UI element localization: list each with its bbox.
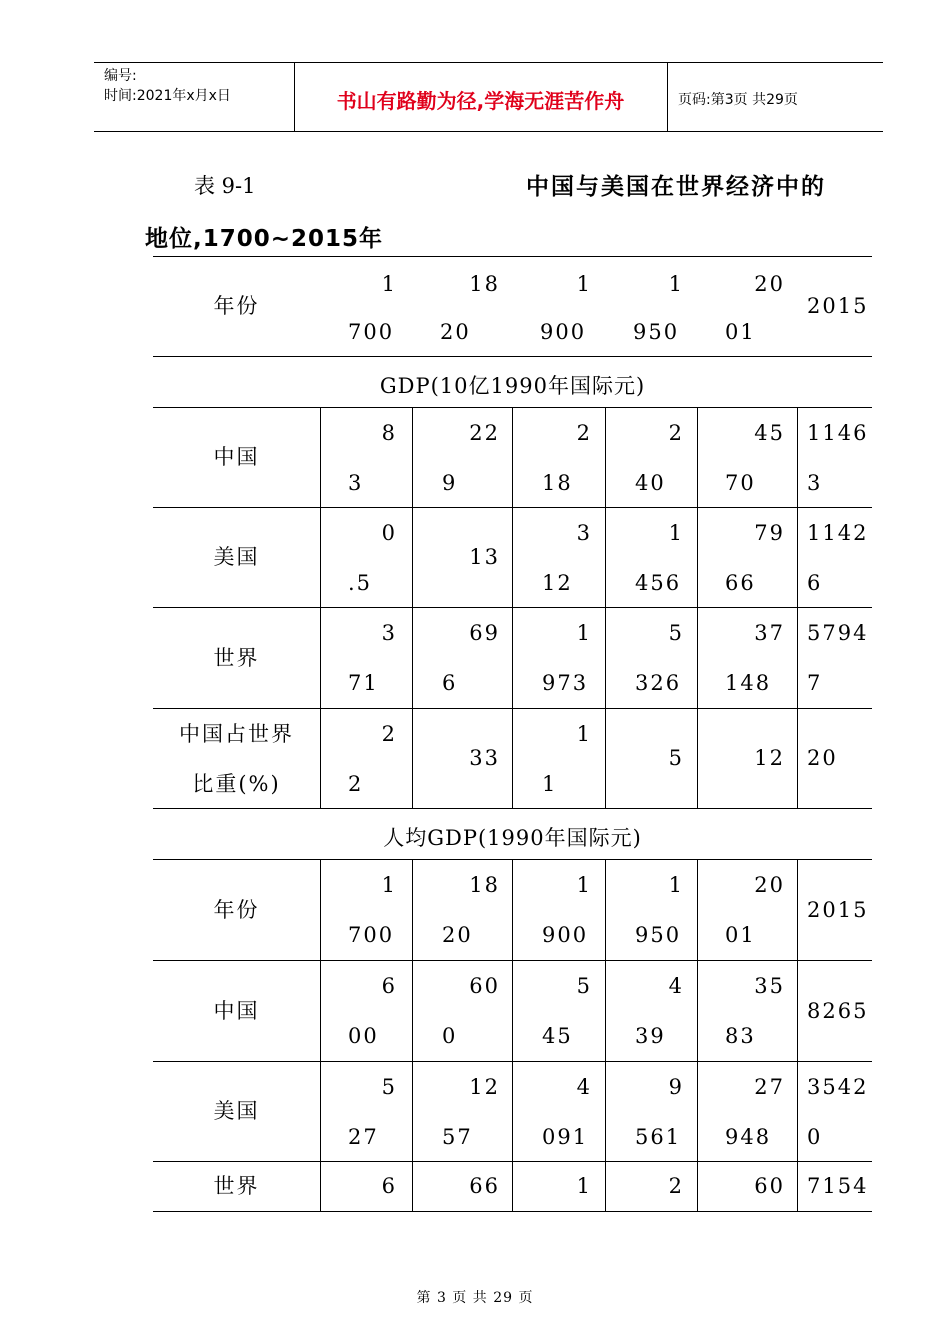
table-rule bbox=[412, 1061, 413, 1161]
table-cell: 1 bbox=[576, 722, 592, 746]
table-rule bbox=[512, 859, 513, 960]
header-motto: 书山有路勤为径,学海无涯苦作舟 bbox=[336, 89, 625, 113]
table-cell: 39 bbox=[635, 1024, 666, 1048]
table-cell: 71 bbox=[348, 671, 379, 695]
table-rule bbox=[605, 1161, 606, 1211]
table-cell: 7154 bbox=[807, 1174, 869, 1198]
table-cell: 700 bbox=[348, 320, 395, 344]
table-cell: 20 bbox=[442, 923, 473, 947]
table-cell: 79 bbox=[754, 521, 785, 545]
table-cell: 948 bbox=[725, 1125, 772, 1149]
table-rule bbox=[697, 407, 698, 507]
table-cell: 8265 bbox=[807, 998, 869, 1023]
table-cell: 45 bbox=[754, 421, 785, 445]
table-cell: 1146 bbox=[807, 421, 869, 445]
table-cell: 6 bbox=[381, 974, 397, 998]
table-cell: 7 bbox=[807, 671, 823, 695]
table-cell: 57 bbox=[442, 1125, 473, 1149]
table-rule bbox=[605, 1061, 606, 1161]
table-cell: 2 bbox=[576, 421, 592, 445]
table-cell: 12 bbox=[754, 746, 785, 770]
table-rule bbox=[320, 960, 321, 1061]
header-divider bbox=[667, 63, 668, 131]
table-cell: 00 bbox=[348, 1024, 379, 1048]
table-cell: 1 bbox=[668, 873, 684, 897]
table-cell: 2 bbox=[348, 772, 364, 796]
table-cell: 22 bbox=[469, 421, 500, 445]
table-rule bbox=[320, 1161, 321, 1211]
table-cell: 0 bbox=[807, 1125, 823, 1149]
row-label: 年份 bbox=[213, 294, 260, 318]
table-rule bbox=[153, 808, 872, 809]
table-cell: 1 bbox=[576, 621, 592, 645]
table-cell: 27 bbox=[348, 1125, 379, 1149]
table-cell: 0 bbox=[381, 521, 397, 545]
table-rule bbox=[605, 708, 606, 808]
table-cell: 561 bbox=[635, 1125, 682, 1149]
table-cell: 1 bbox=[576, 272, 592, 296]
table-cell: 3 bbox=[348, 471, 364, 495]
table-rule bbox=[153, 1211, 872, 1212]
table-rule bbox=[605, 607, 606, 708]
section-title: 人均GDP(1990年国际元) bbox=[383, 826, 642, 850]
table-rule bbox=[320, 1061, 321, 1161]
table-cell: 8 bbox=[381, 421, 397, 445]
table-cell: 5794 bbox=[807, 621, 869, 645]
table-cell: 69 bbox=[469, 621, 500, 645]
row-label-line: 中国占世界 bbox=[179, 722, 294, 746]
table-rule bbox=[797, 708, 798, 808]
row-label: 中国 bbox=[213, 998, 260, 1023]
table-cell: 5 bbox=[381, 1075, 397, 1099]
table-caption-title-cont: 地位,1700~2015年 bbox=[145, 226, 384, 252]
table-rule bbox=[605, 859, 606, 960]
table-cell: 20 bbox=[807, 746, 838, 770]
table-rule bbox=[797, 507, 798, 607]
table-cell: 3542 bbox=[807, 1075, 869, 1099]
table-rule bbox=[412, 960, 413, 1061]
table-cell: 37 bbox=[754, 621, 785, 645]
table-cell: 900 bbox=[542, 923, 589, 947]
table-rule bbox=[512, 708, 513, 808]
table-rule bbox=[412, 507, 413, 607]
table-cell: 6 bbox=[381, 1174, 397, 1198]
table-rule bbox=[320, 708, 321, 808]
table-cell: 18 bbox=[542, 471, 573, 495]
table-cell: 70 bbox=[725, 471, 756, 495]
table-cell: 1 bbox=[668, 272, 684, 296]
table-rule bbox=[512, 1061, 513, 1161]
table-rule bbox=[697, 1161, 698, 1211]
table-rule bbox=[697, 607, 698, 708]
table-cell: 2015 bbox=[807, 294, 869, 318]
table-cell: 1 bbox=[381, 873, 397, 897]
table-cell: 1 bbox=[668, 521, 684, 545]
table-cell: 18 bbox=[469, 873, 500, 897]
table-rule bbox=[320, 507, 321, 607]
table-cell: 6 bbox=[807, 571, 823, 595]
table-rule bbox=[412, 407, 413, 507]
table-caption-label: 表 9-1 bbox=[194, 174, 256, 198]
table-rule bbox=[797, 1161, 798, 1211]
table-cell: 148 bbox=[725, 671, 772, 695]
table-cell: 35 bbox=[754, 974, 785, 998]
row-label: 美国 bbox=[213, 1099, 260, 1123]
table-cell: 5 bbox=[668, 746, 684, 770]
table-rule bbox=[512, 960, 513, 1061]
row-label: 世界 bbox=[213, 1174, 260, 1198]
table-cell: 60 bbox=[469, 974, 500, 998]
table-cell: 6 bbox=[442, 671, 458, 695]
table-cell: 20 bbox=[754, 272, 785, 296]
table-rule bbox=[512, 1161, 513, 1211]
table-rule bbox=[153, 356, 872, 357]
table-rule bbox=[153, 256, 872, 257]
table-cell: 1 bbox=[576, 1174, 592, 1198]
table-cell: 2 bbox=[668, 1174, 684, 1198]
table-rule bbox=[605, 407, 606, 507]
table-cell: 12 bbox=[542, 571, 573, 595]
table-cell: 091 bbox=[542, 1125, 589, 1149]
row-label: 世界 bbox=[213, 645, 260, 670]
table-rule bbox=[412, 1161, 413, 1211]
table-cell: 456 bbox=[635, 571, 682, 595]
table-cell: 20 bbox=[754, 873, 785, 897]
table-cell: 33 bbox=[469, 746, 500, 770]
table-cell: 4 bbox=[576, 1075, 592, 1099]
table-rule bbox=[512, 407, 513, 507]
table-cell: 9 bbox=[668, 1075, 684, 1099]
row-label: 年份 bbox=[213, 897, 260, 922]
table-cell: 900 bbox=[540, 320, 587, 344]
table-rule bbox=[320, 859, 321, 960]
table-rule bbox=[412, 607, 413, 708]
table-cell: 27 bbox=[754, 1075, 785, 1099]
table-cell: 700 bbox=[348, 923, 395, 947]
time-label: 时间:2021年x月x日 bbox=[104, 88, 231, 104]
table-cell: 83 bbox=[725, 1024, 756, 1048]
table-cell: 1142 bbox=[807, 521, 869, 545]
table-cell: 1 bbox=[542, 772, 558, 796]
table-cell: 5 bbox=[576, 974, 592, 998]
table-cell: 01 bbox=[725, 923, 756, 947]
table-cell: 3 bbox=[381, 621, 397, 645]
table-rule bbox=[320, 607, 321, 708]
table-cell: 60 bbox=[754, 1174, 785, 1198]
table-cell: 3 bbox=[576, 521, 592, 545]
number-label: 编号: bbox=[104, 68, 137, 84]
table-rule bbox=[412, 708, 413, 808]
table-cell: 3 bbox=[807, 471, 823, 495]
table-cell: 66 bbox=[469, 1174, 500, 1198]
table-cell: 326 bbox=[635, 671, 682, 695]
table-cell: 12 bbox=[469, 1075, 500, 1099]
table-rule bbox=[797, 607, 798, 708]
table-rule bbox=[797, 407, 798, 507]
header-page-info: 页码:第3页 共29页 bbox=[678, 92, 798, 108]
table-cell: 01 bbox=[725, 320, 756, 344]
table-cell: 2015 bbox=[807, 897, 869, 922]
table-rule bbox=[697, 507, 698, 607]
table-rule bbox=[412, 859, 413, 960]
table-cell: 18 bbox=[469, 272, 500, 296]
table-rule bbox=[512, 607, 513, 708]
table-cell: .5 bbox=[348, 571, 373, 595]
table-rule bbox=[512, 507, 513, 607]
table-cell: 5 bbox=[668, 621, 684, 645]
table-rule bbox=[697, 960, 698, 1061]
table-rule bbox=[797, 960, 798, 1061]
table-cell: 40 bbox=[635, 471, 666, 495]
table-cell: 1 bbox=[576, 873, 592, 897]
row-label-line: 比重(%) bbox=[192, 772, 281, 796]
table-cell: 2 bbox=[668, 421, 684, 445]
table-cell: 66 bbox=[725, 571, 756, 595]
table-cell: 20 bbox=[440, 320, 471, 344]
table-rule bbox=[605, 960, 606, 1061]
header-meta bbox=[104, 66, 231, 106]
table-cell: 950 bbox=[635, 923, 682, 947]
table-cell: 0 bbox=[442, 1024, 458, 1048]
section-title: GDP(10亿1990年国际元) bbox=[379, 374, 646, 398]
table-cell: 13 bbox=[469, 545, 500, 569]
table-cell: 4 bbox=[668, 974, 684, 998]
table-rule bbox=[797, 859, 798, 960]
table-rule bbox=[797, 1061, 798, 1161]
table-rule bbox=[697, 1061, 698, 1161]
table-cell: 9 bbox=[442, 471, 458, 495]
table-rule bbox=[320, 407, 321, 507]
table-cell: 1 bbox=[381, 272, 397, 296]
page-header bbox=[94, 62, 883, 132]
table-cell: 973 bbox=[542, 671, 589, 695]
table-cell: 2 bbox=[381, 722, 397, 746]
page-footer: 第 3 页 共 29 页 bbox=[416, 1290, 534, 1306]
table-rule bbox=[697, 859, 698, 960]
table-cell: 950 bbox=[633, 320, 680, 344]
table-caption-title: 中国与美国在世界经济中的 bbox=[526, 174, 826, 200]
row-label: 中国 bbox=[213, 445, 260, 469]
table-cell: 45 bbox=[542, 1024, 573, 1048]
table-rule bbox=[697, 708, 698, 808]
row-label: 美国 bbox=[213, 545, 260, 569]
table-rule bbox=[605, 507, 606, 607]
